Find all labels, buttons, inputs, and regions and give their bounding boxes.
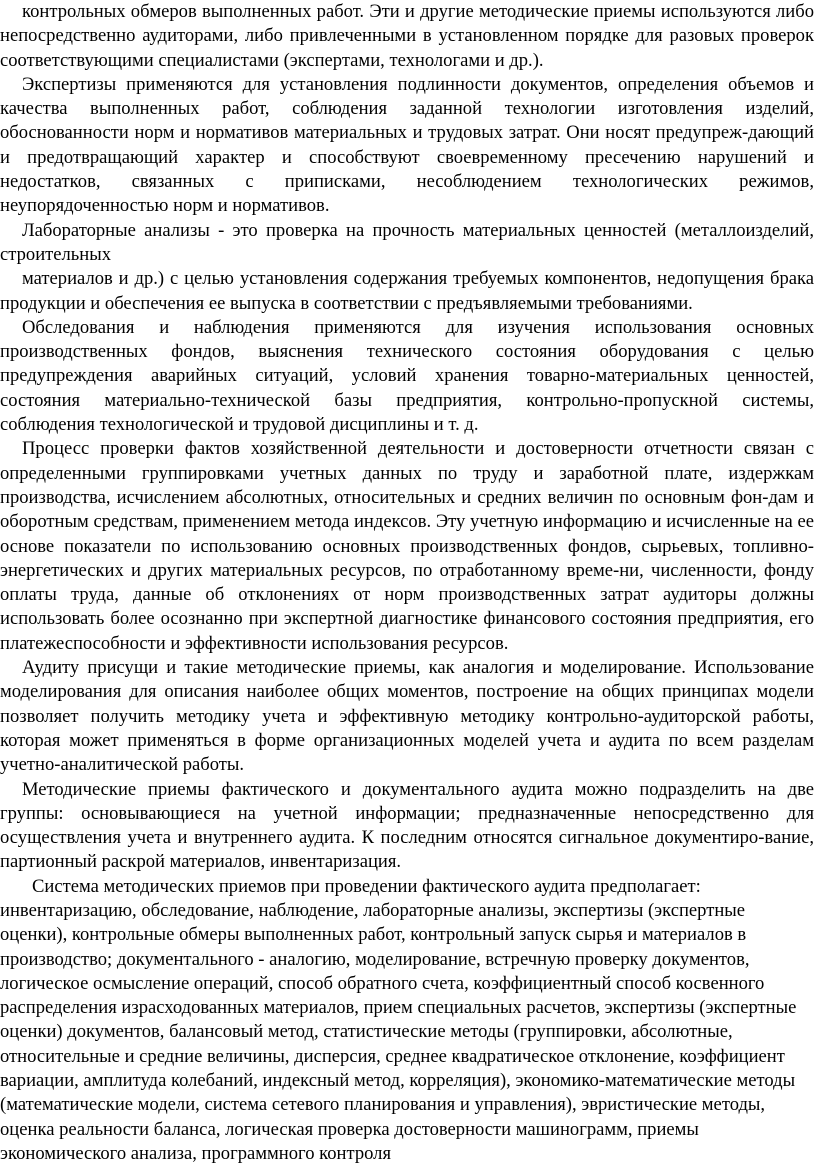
paragraph-method-system: Система методических приемов при проведении фактического аудита предполагает: инвентаризацию, обследование, наблюдение, лабораторные анализы, экспертизы (экспертные оценки), контрольные обмеры выполненных работ, контрольный запуск сырья и материалов в производство; документального - аналогию, моделирование, встречную проверку документов, логическое осмысление операций, способ обратного счета, коэффициентный способ косвенного распределения израсходованных материалов, прием специальных расчетов, экспертизы (экспертные оценки) документов, балансовый метод, статистические методы (группировки, абсолютные, относительные и средние величины, дисперсия, среднее квадратическое отклонение, коэффициент вариации, амплитуда колебаний, индексный метод, корреляция), экономико-математические методы (математические модели, система сетевого планирования и управления), эвристические методы, оценка реальности баланса, логическая проверка достоверности машинограмм, приемы экономического анализа, программного контроля [0,875,797,1164]
paragraph-analogy-modeling: Аудиту присущи и такие методические приемы, как аналогия и моделирование. Использование моделирования для описания наиболее общих моментов, построение на общих принципах модели позволяет получить методику учета и эффективную методику контрольно-аудиторской работы, которая может применяться в форме организационных моделей учета и аудита по всем разделам учетно-аналитической работы. [0,657,814,776]
paragraph-expertise: Экспертизы применяются для установления подлинности документов, определения объемов и качества выполненных работ, соблюдения заданной технологии изготовления изделий, обоснованности норм и нормативов материальных и трудовых затрат. Они носят предупреж-дающий и предотвращающий характер и способствуют своевременному пресечению нарушений и недостатков, связанных с приписками, несоблюдением технологических режимов, неупорядоченностью норм и нормативов. [0,73,814,217]
paragraph-method-groups: Методические приемы фактического и документального аудита можно подразделить на две группы: основывающиеся на учетной информации; предназначенные непосредственно для осуществления учета и внутреннего аудита. К последним относятся сигнальное документиро-вание, партионный раскрой материалов, инвентаризация. [0,778,814,873]
paragraph-lab-analysis-continued: материалов и др.) с целью установления содержания требуемых компонентов, недопущения брака продукции и обеспечения ее выпуска в соответствии с предъявляемыми требованиями. [0,268,814,314]
paragraph-control-measurements: контрольных обмеров выполненных работ. Эти и другие методические приемы используются либо непосредственно аудиторами, либо привлеченными в установленном порядке для разовых проверок соответствующими специалистами (экспертами, технологами и др.). [0,1,814,71]
paragraph-inspections: Обследования и наблюдения применяются для изучения использования основных производственных фондов, выяснения технического состояния оборудования с целью предупреждения аварийных ситуаций, условий хранения товарно-материальных ценностей, состояния материально-технической базы предприятия, контрольно-пропускной системы, соблюдения технологической и трудовой дисциплины и т. д. [0,316,814,436]
paragraph-lab-analysis: Лабораторные анализы - это проверка на прочность материальных ценностей (металлоизделий, строительных [0,219,814,265]
paragraph-verification-process: Процесс проверки фактов хозяйственной деятельности и достоверности отчетности связан с определенными группировками учетных данных по труду и заработной плате, издержкам производства, исчислением абсолютных, относительных и средних величин по основным фон-дам и оборотным средствам, применением метода индексов. Эту учетную информацию и исчисленные на ее основе показатели по использованию основных производственных фондов, сырьевых, топливно-энергетических и других материальных ресурсов, по отработанному време-ни, численности, фонду оплаты труда, данные об отклонениях от норм производственных затрат аудиторы должны использовать более осознанно при экспертной диагностике финансового состояния предприятия, его платежеспособности и эффективности использования ресурсов. [0,438,814,654]
